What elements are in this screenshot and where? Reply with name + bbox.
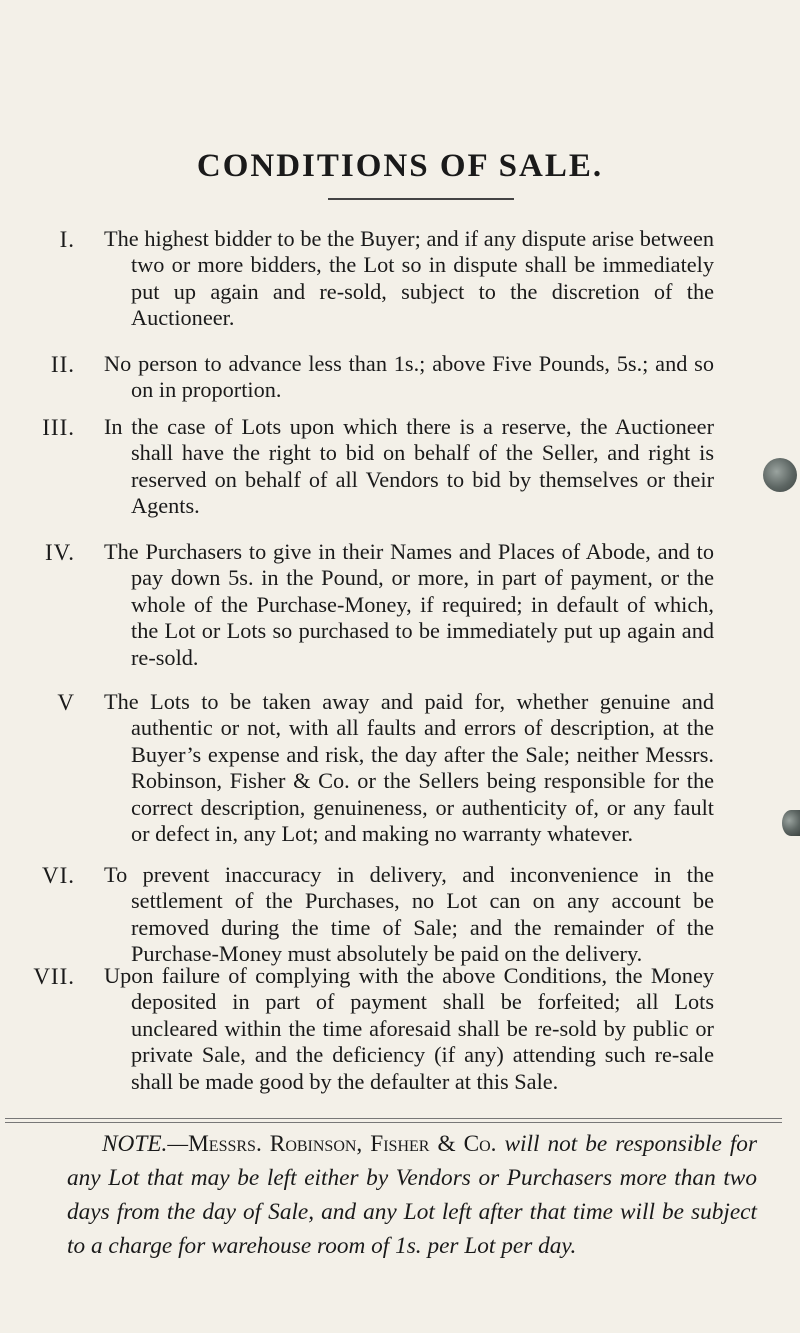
condition-text: No person to advance less than 1s.; above Five Pounds, 5s.; and so on in proportion. [104,351,714,403]
note-text: will not be responsible for any Lot that may be left either by Vendors or Purchasers more than two days from the day of Sale, and any Lot left after that time will be subject to a charge for warehouse room of 1s. per Lot per day. [67,1131,758,1259]
ink-spot-mark [763,458,797,492]
condition-numeral: I. [59,227,75,252]
page-title: CONDITIONS OF SALE. [196,148,604,184]
condition-text: The highest bidder to be the Buyer; and if any dispute arise between two or more bidders, the Lot so in dispute shall be immediately put up again and re-sold, subject to the discretion of the Auctioneer. [104,226,714,331]
ink-spot-mark [782,810,800,836]
note-firm-name: Messrs. Robinson, Fisher & Co. [188,1131,497,1157]
condition-numeral: III. [42,415,75,440]
section-divider [5,1118,782,1123]
condition-numeral: VI. [41,863,75,888]
condition-text: The Lots to be taken away and paid for, whether genuine and authentic or not, with all faults and errors of description, at the Buyer’s expense and risk, the day after the Sale; neither Messrs. Robinson, Fisher & Co. or the Sellers being responsible for the correct description, genuineness, or authenticity of, or any fault or defect in, any Lot; and making no warranty whatever. [104,689,714,847]
title-underline [328,198,514,200]
condition-numeral: II. [50,352,75,377]
note-lead: NOTE.— [102,1131,189,1157]
condition-numeral: V [57,690,75,715]
note-paragraph [67,1127,757,1263]
condition-numeral: VII. [33,964,75,989]
condition-numeral: IV. [44,540,75,565]
condition-text: In the case of Lots upon which there is a reserve, the Auctioneer shall have the right to bid on behalf of the Seller, and right is reserved on behalf of all Vendors to bid by themselves or their Agents. [104,414,714,519]
condition-text: Upon failure of complying with the above Conditions, the Money deposited in part of payment shall be forfeited; all Lots uncleared within the time aforesaid shall be re-sold by public or private Sale, and the deficiency (if any) attending such re-sale shall be made good by the defaulter at this Sale. [104,963,714,1094]
condition-text: To prevent inaccuracy in delivery, and inconvenience in the settlement of the Purchases, no Lot can on any account be removed during the time of Sale; and the remainder of the Purchase-Money must absolutely be paid on the delivery. [104,862,714,967]
condition-text: The Purchasers to give in their Names and Places of Abode, and to pay down 5s. in the Pound, or more, in part of payment, or the whole of the Purchase-Money, if required; in default of which, the Lot or Lots so purchased to be immediately put up again and re-sold. [104,539,714,670]
